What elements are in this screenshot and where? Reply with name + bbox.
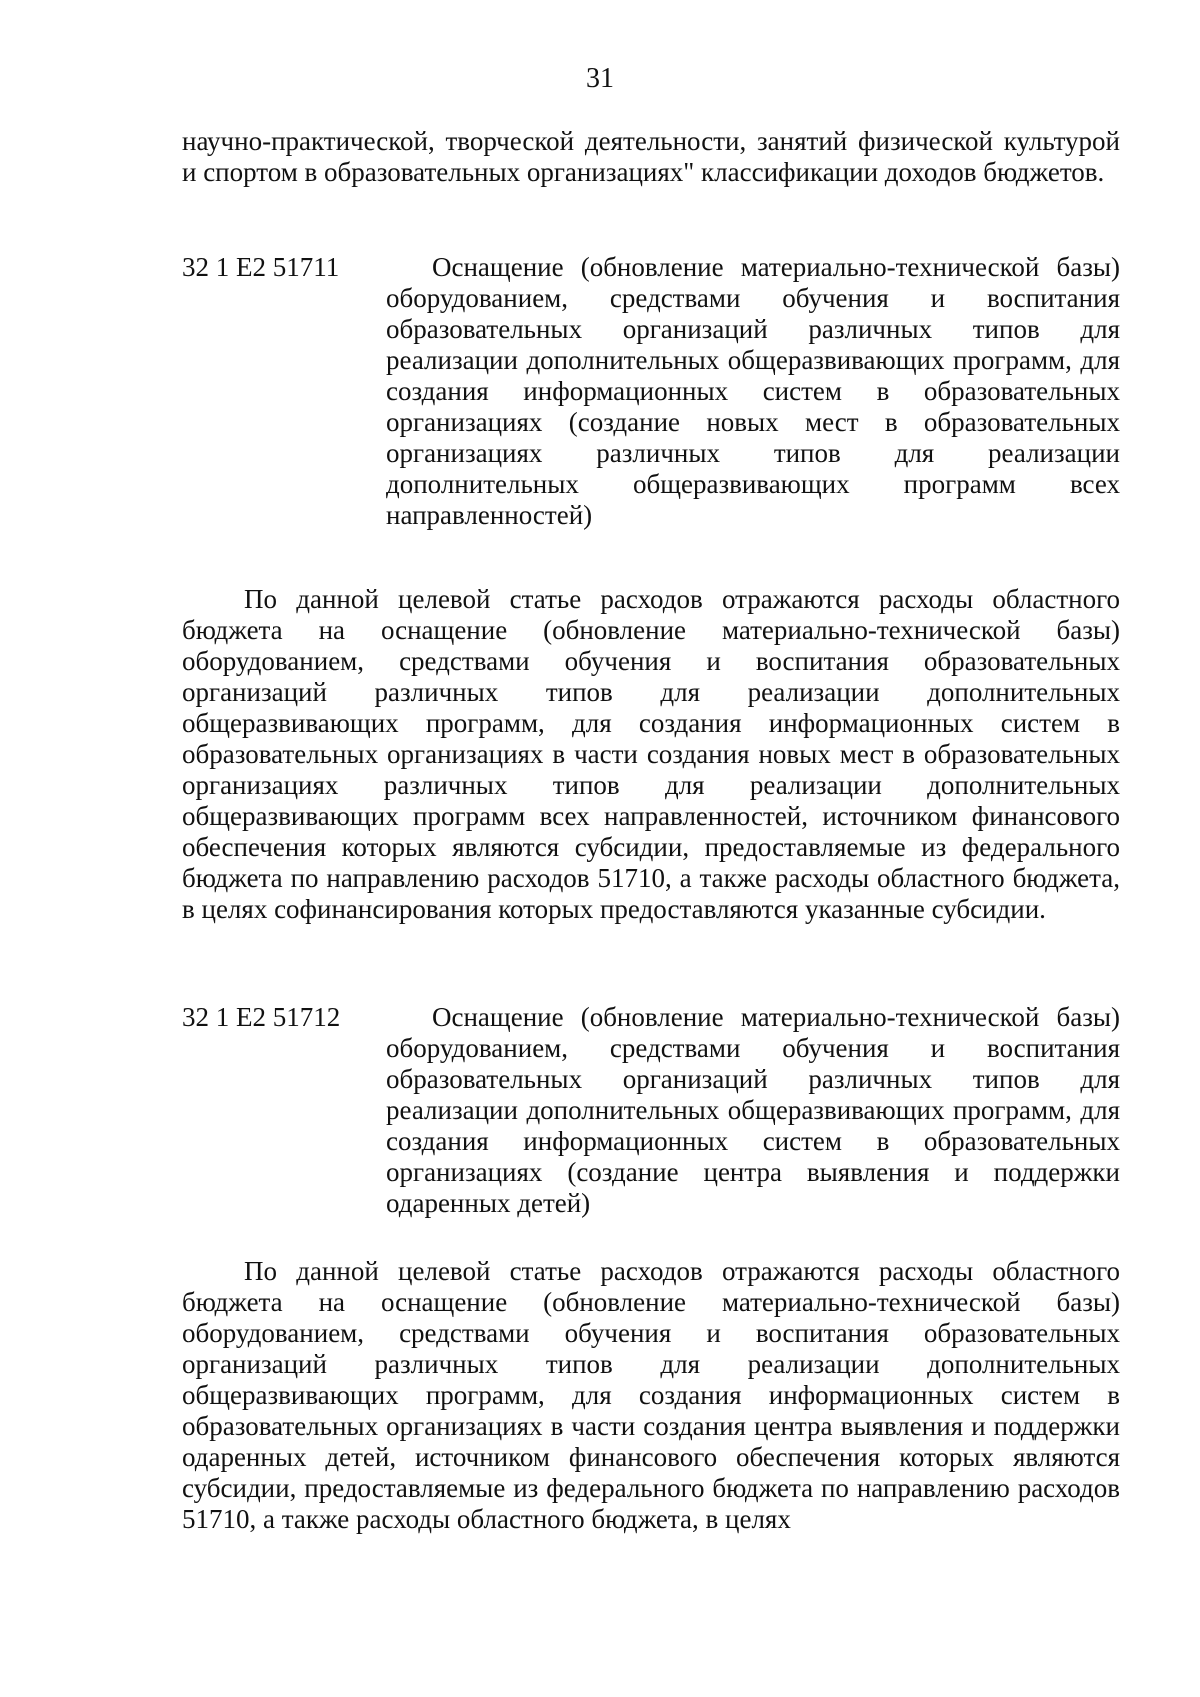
page-number: 31: [586, 63, 614, 94]
intro-paragraph: научно-практической, творческой деятельности, занятий физической культурой и спортом в образовательных организациях" классификации доходов бюджетов.: [182, 126, 1120, 187]
entry-title: Оснащение (обновление материально-технической базы) оборудованием, средствами обучения и воспитания образовательных организаций различных типов для реализации дополнительных общеразвивающих программ, для создания информационных систем в образовательных организациях (создание центра выявления и поддержки одаренных детей): [386, 1002, 1120, 1218]
entry-code: 32 1 E2 51711: [182, 252, 340, 282]
entry-code: 32 1 E2 51712: [182, 1002, 341, 1032]
entry-description-51711: По данной целевой статье расходов отражаются расходы областного бюджета на оснащение (обновление материально-технической базы) оборудованием, средствами обучения и воспитания образовательных организаций различных типов для реализации дополнительных общеразвивающих программ, для создания информационных систем в образовательных организациях в части создания новых мест в образовательных организациях различных типов для реализации дополнительных общеразвивающих программ всех направленностей, источником финансового обеспечения которых являются субсидии, предоставляемые из федерального бюджета по направлению расходов 51710, а также расходы областного бюджета, в целях софинансирования которых предоставляются указанные субсидии.: [182, 584, 1120, 924]
entry-title: Оснащение (обновление материально-технической базы) оборудованием, средствами обучения и воспитания образовательных организаций различных типов для реализации дополнительных общеразвивающих программ, для создания информационных систем в образовательных организациях (создание новых мест в образовательных организациях различных типов для реализации дополнительных общеразвивающих программ всех направленностей): [386, 252, 1120, 530]
entry-description-51712: По данной целевой статье расходов отражаются расходы областного бюджета на оснащение (обновление материально-технической базы) оборудованием, средствами обучения и воспитания образовательных организаций различных типов для реализации дополнительных общеразвивающих программ, для создания информационных систем в образовательных организациях в части создания центра выявления и поддержки одаренных детей, источником финансового обеспечения которых являются субсидии, предоставляемые из федерального бюджета по направлению расходов 51710, а также расходы областного бюджета, в целях: [182, 1256, 1120, 1534]
